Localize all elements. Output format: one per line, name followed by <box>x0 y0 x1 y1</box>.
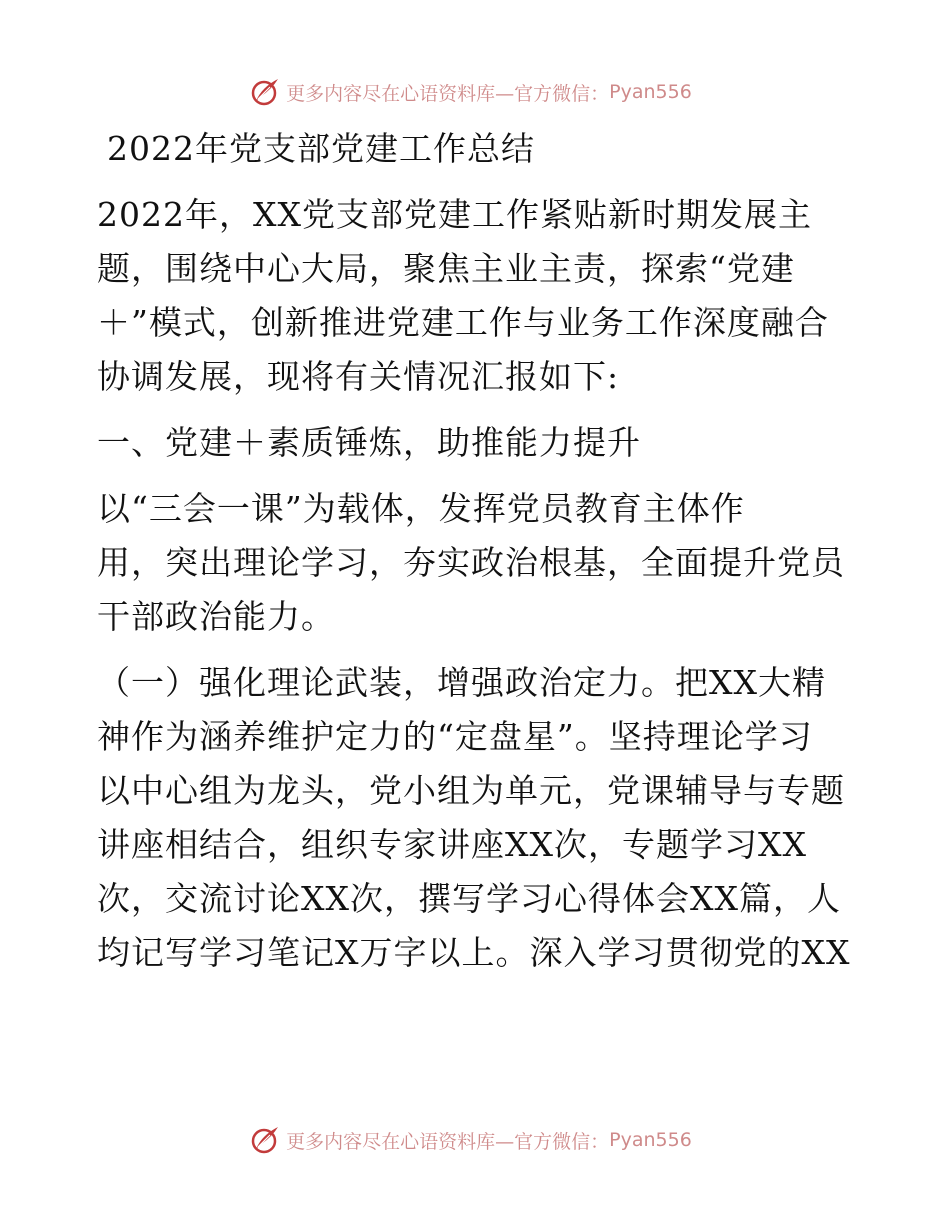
quill-logo-icon <box>248 1123 282 1157</box>
text-line: 干部政治能力。 <box>97 597 335 636</box>
watermark-text: 更多内容尽在心语资料库—官方微信： <box>286 82 610 105</box>
text-line: 2022年，XX党支部党建工作紧贴新时期发展主 <box>97 195 812 234</box>
text-line: 以“三会一课”为载体，发挥党员教育主体作 <box>97 489 745 528</box>
text-line: 协调发展，现将有关情况汇报如下: <box>97 357 620 396</box>
text-line: 均记写学习笔记X万字以上。深入学习贯彻党的XX <box>97 933 851 972</box>
text-line: 次，交流讨论XX次，撰写学习心得体会XX篇，人 <box>97 879 841 918</box>
section-heading-1 <box>97 416 857 470</box>
footer-watermark <box>0 1120 950 1160</box>
watermark-wechat-id: Pyan556 <box>609 81 692 103</box>
text-line: 神作为涵养维护定力的“定盘星”。坚持理论学习 <box>97 717 813 756</box>
watermark-wechat-id: Pyan556 <box>609 1129 692 1151</box>
section-heading: 一、党建＋素质锤炼，助推能力提升 <box>97 423 641 462</box>
header-watermark <box>0 72 950 112</box>
document-title: 2022年党支部党建工作总结 <box>107 129 535 168</box>
text-line: 讲座相结合，组织专家讲座XX次，专题学习XX <box>97 825 807 864</box>
paragraph-intro <box>97 188 857 404</box>
text-line: （一）强化理论武装，增强政治定力。把XX大精 <box>97 663 826 702</box>
document-body <box>97 122 857 980</box>
paragraph-section-1 <box>97 482 857 644</box>
text-line: 用，突出理论学习，夯实政治根基，全面提升党员 <box>97 543 845 582</box>
watermark-text: 更多内容尽在心语资料库—官方微信： <box>286 1130 610 1153</box>
text-line: 题，围绕中心大局，聚焦主业主责，探索“党建 <box>97 249 795 288</box>
text-line: 以中心组为龙头，党小组为单元，党课辅导与专题 <box>97 771 845 810</box>
text-line: ＋”模式，创新推进党建工作与业务工作深度融合 <box>97 303 829 342</box>
quill-logo-icon <box>248 75 282 109</box>
paragraph-subsection-1 <box>97 656 857 980</box>
